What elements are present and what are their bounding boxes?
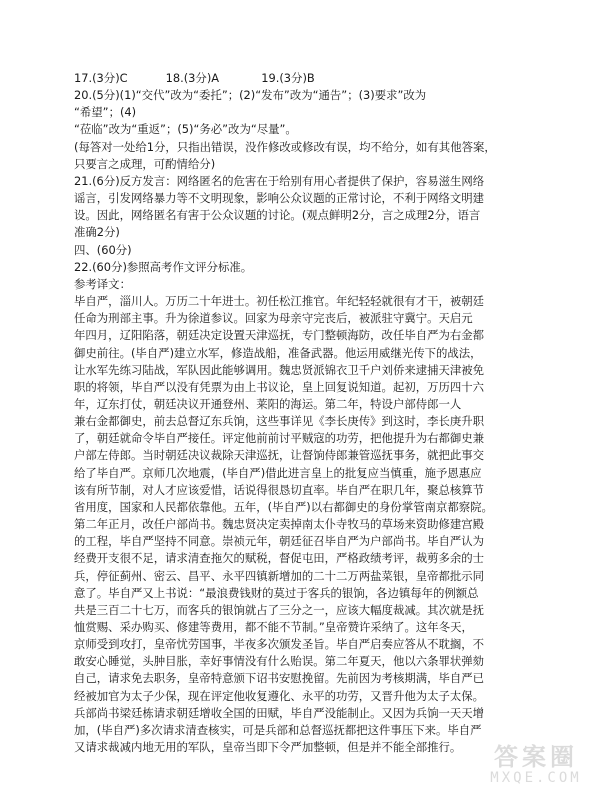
text-line: 御史前往。(毕自严)建立水军，修造战船，准备武器。他运用威继光传下的战法， bbox=[74, 345, 482, 360]
answer-text-body bbox=[74, 87, 534, 756]
text-line: 经费开支很不足，请求清查拖欠的赋税，督促屯田，严格政绩考评，裁剪多余的士 bbox=[74, 551, 485, 566]
answer-17: 17.(3分)C bbox=[74, 71, 128, 85]
text-line: 20.(5分)(1)“交代”改为“委托”；(2)“发布”改为“通告”；(3)要求”改为 bbox=[74, 88, 427, 103]
text-line: “希望”；(4) bbox=[74, 105, 137, 120]
text-line: 加，(毕自严)多次请求清查核实，可是兵部和总督巡抚都把这件事压下来。毕自严 bbox=[74, 722, 482, 737]
text-line: 职的将领，毕自严以没有凭票为由上书议论，皇上回复说知道。起初，万历四十六 bbox=[74, 379, 485, 394]
text-line: 意了。毕自严又上书说：“最浪费钱财的莫过于客兵的银饷，各边镇每年的例额总 bbox=[74, 585, 479, 600]
text-line: 设。因此，网络匿名有害于公众议题的讨论。(观点鲜明2分，言之成理2分，语言 bbox=[74, 208, 481, 223]
text-line: (每答对一处给1分，只指出错误，没作修改或修改有误，均不给分，如有其他答案， bbox=[74, 139, 496, 154]
text-line: 经被加官为太子少保，现在评定他收复遵化、永平的功劳，又晋升他为太子太保。 bbox=[74, 688, 485, 703]
watermark-logo bbox=[466, 744, 606, 786]
watermark-logo-text: 答案圈 bbox=[494, 743, 578, 771]
document-page bbox=[74, 70, 534, 756]
text-line: 兵，停征蓟州、密云、昌平、永平四镇新增加的二十二万两盐菜银，皇帝都批示同 bbox=[74, 568, 485, 583]
text-line: 年四月，辽阳陷落，朝廷决定设置天津巡抚，专门整顿海防，改任毕自严为右金都 bbox=[74, 328, 485, 343]
text-line: 又请求裁减内地无用的军队，皇帝当即下令严加整顿，但是并不能全部推行。 bbox=[74, 740, 462, 755]
text-line: 21.(6分)反方发言：网络匿名的危害在于给别有用心者提供了保护，容易滋生网络 bbox=[74, 173, 485, 188]
text-line: 敢安心睡觉，头肿目胀，幸好事情没有什么贻误。第二年夏天，他以六条罪状弹劾 bbox=[74, 654, 485, 669]
text-line: 22.(60分)参照高考作文评分标准。 bbox=[74, 259, 253, 274]
text-line: 自己，请求免去职务，皇帝特意颁下诏书安慰挽留。先前因为考核期满，毕自严已 bbox=[74, 671, 485, 686]
text-line: 年，辽东打仗，朝廷决议开通登州、莱阳的海运。第二年，特设户部侍郎一人 bbox=[74, 396, 462, 411]
text-line: 谣言，引发网络暴力等不文明现象，影响公众议题的正常讨论，不利于网络文明建 bbox=[74, 191, 485, 206]
text-line: 恤赏赐、采办购买、修建等费用，都不能不节制。”皇帝赞许采纳了。这年冬天， bbox=[74, 620, 473, 634]
text-line: 毕自严，淄川人。万历二十年进士。初任松江推官。年纪轻轻就很有才干，被朝廷 bbox=[74, 294, 485, 309]
text-line: 兼右金都御史，前去总督辽东兵饷，这些事详见《李长庚传》到这时，李长庚升职 bbox=[74, 414, 485, 429]
text-line: 参考译文： bbox=[74, 276, 131, 291]
text-line: 让水军先练习陆战，军队因此能够调用。魏忠贤派锦衣卫千户刘侨来逮捕天津被免 bbox=[74, 362, 485, 377]
text-line: 只要言之成理，可酌情给分) bbox=[74, 156, 216, 171]
text-line: 四、(60分) bbox=[74, 242, 132, 257]
answer-row-17-19 bbox=[74, 70, 534, 87]
text-line: 该有所节制，对人才应该爱惜，话说得很恳切直率。毕自严在职几年，聚总核算节 bbox=[74, 482, 485, 497]
text-line: 第二年正月，改任户部尚书。魏忠贤决定卖掉南太仆寺牧马的草场来资助修建宫殿 bbox=[74, 517, 485, 532]
answer-18: 18.(3分)A bbox=[165, 71, 220, 85]
text-line: 共是三百二十七万，而客兵的银饷就占了三分之一，应该大幅度裁减。其次就是抚 bbox=[74, 602, 485, 617]
text-line: 准确2分) bbox=[74, 225, 120, 240]
text-line: 任命为刑部主事。升为徐道参议。回家为母亲守完丧后，被派驻守冀宁。天启元 bbox=[74, 311, 473, 326]
text-line: 给了毕自严。京师几次地震，(毕自严)借此进言皇上的批复应当慎重，施予恩惠应 bbox=[74, 465, 482, 480]
answer-19: 19.(3分)B bbox=[261, 71, 315, 85]
text-line: 了，朝廷就命令毕自严接任。评定他前前讨平贼寇的功劳，把他提升为右都御史兼 bbox=[74, 431, 485, 446]
text-line: “莅临”改为“重返”；(5)“务必”改为“尽量”。 bbox=[74, 122, 297, 137]
watermark-url: MXQE.COM bbox=[490, 770, 582, 786]
text-line: 的工程，毕自严坚持不同意。崇祯元年，朝廷征召毕自严为户部尚书。毕自严认为 bbox=[74, 534, 485, 549]
text-line: 京师受到攻打，皇帝忧劳国事，半夜多次颁发圣旨。毕自严启奏应答从不耽搁，不 bbox=[74, 637, 485, 652]
text-line: 省用度，国家和人民都依靠他。五年，(毕自严)以右都御史的身份掌管南京都察院。 bbox=[74, 499, 493, 514]
text-line: 兵部尚书梁廷栋请求朝廷增收全国的田赋，毕自严没能制止。又因为兵饷一天天增 bbox=[74, 705, 485, 720]
text-line: 户部左侍郎。当时朝廷决议裁除天津巡抚，让督饷侍郎兼管巡抚事务，就把此事交 bbox=[74, 448, 485, 463]
